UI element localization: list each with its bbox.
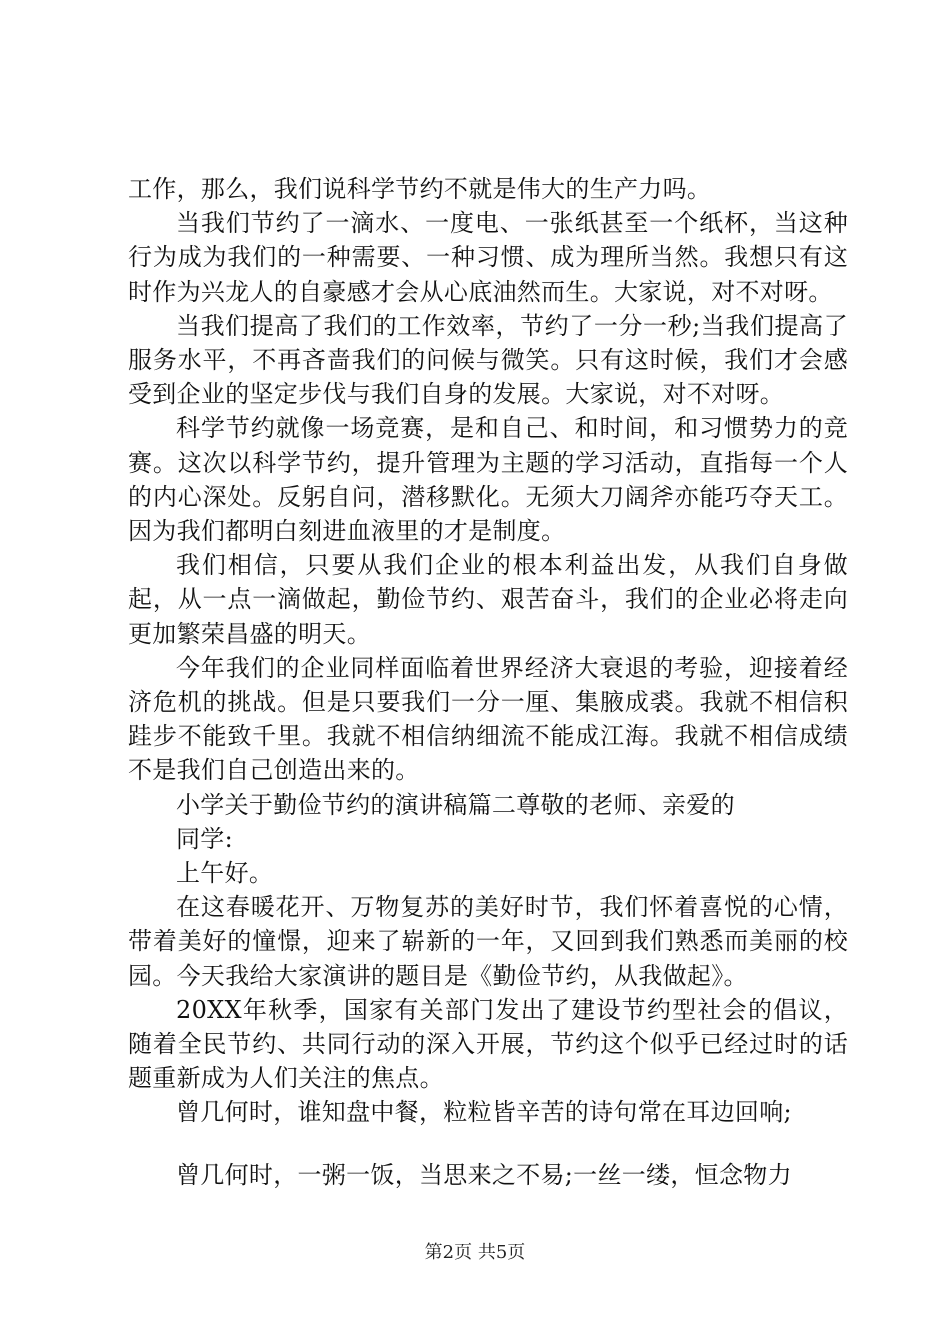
paragraph: 曾几何时，谁知盘中餐，粒粒皆辛苦的诗句常在耳边回响;	[176, 1098, 792, 1127]
paragraph: 科学节约就像一场竞赛，是和自己、和时间，和习惯势力的竞赛。这次以科学节约，提升管理为主题的学习活动，直指每一个人的内心深处。反躬自问，潜移默化。无须大刀阔斧亦能巧夺天工。因为我们都明白刻进血液里的才是制度。	[128, 414, 848, 546]
paragraph: 今年我们的企业同样面临着世界经济大衰退的考验，迎接着经济危机的挑战。但是只要我们一分一厘、集腋成裘。我就不相信积跬步不能致千里。我就不相信纳细流不能成江海。我就不相信成绩不是我们自己创造出来的。	[128, 653, 848, 785]
paragraph: 我们相信，只要从我们企业的根本利益出发，从我们自身做起，从一点一滴做起，勤俭节约、艰苦奋斗，我们的企业必将走向更加繁荣昌盛的明天。	[128, 551, 848, 648]
paragraph: 当我们提高了我们的工作效率，节约了一分一秒;当我们提高了服务水平，不再吝啬我们的问候与微笑。只有这时候，我们才会感受到企业的坚定步伐与我们自身的发展。大家说，对不对呀。	[128, 311, 848, 409]
document-body	[128, 172, 848, 1192]
paragraph: 20XX年秋季，国家有关部门发出了建设节约型社会的倡议，随着全民节约、共同行动的深入开展，节约这个似乎已经过时的话题重新成为人们关注的焦点。	[128, 995, 848, 1093]
salutation: 同学:	[176, 824, 233, 853]
paragraph: 当我们节约了一滴水、一度电、一张纸甚至一个纸杯，当这种行为成为我们的一种需要、一种习惯、成为理所当然。我想只有这时作为兴龙人的自豪感才会从心底油然而生。大家说，对不对呀。	[128, 209, 848, 306]
paragraph: 在这春暖花开、万物复苏的美好时节，我们怀着喜悦的心情，带着美好的憧憬，迎来了崭新的一年，又回到我们熟悉而美丽的校园。今天我给大家演讲的题目是《勤俭节约，从我做起》。	[128, 893, 848, 990]
page-footer: 第2页 共5页	[424, 1242, 526, 1263]
greeting: 上午好。	[176, 859, 274, 888]
paragraph-continuation: 工作，那么，我们说科学节约不就是伟大的生产力吗。	[128, 175, 712, 203]
paragraph: 曾几何时，一粥一饭，当思来之不易;一丝一缕，恒念物力	[176, 1160, 792, 1189]
section-heading: 小学关于勤俭节约的演讲稿篇二尊敬的老师、亲爱的	[176, 790, 735, 819]
